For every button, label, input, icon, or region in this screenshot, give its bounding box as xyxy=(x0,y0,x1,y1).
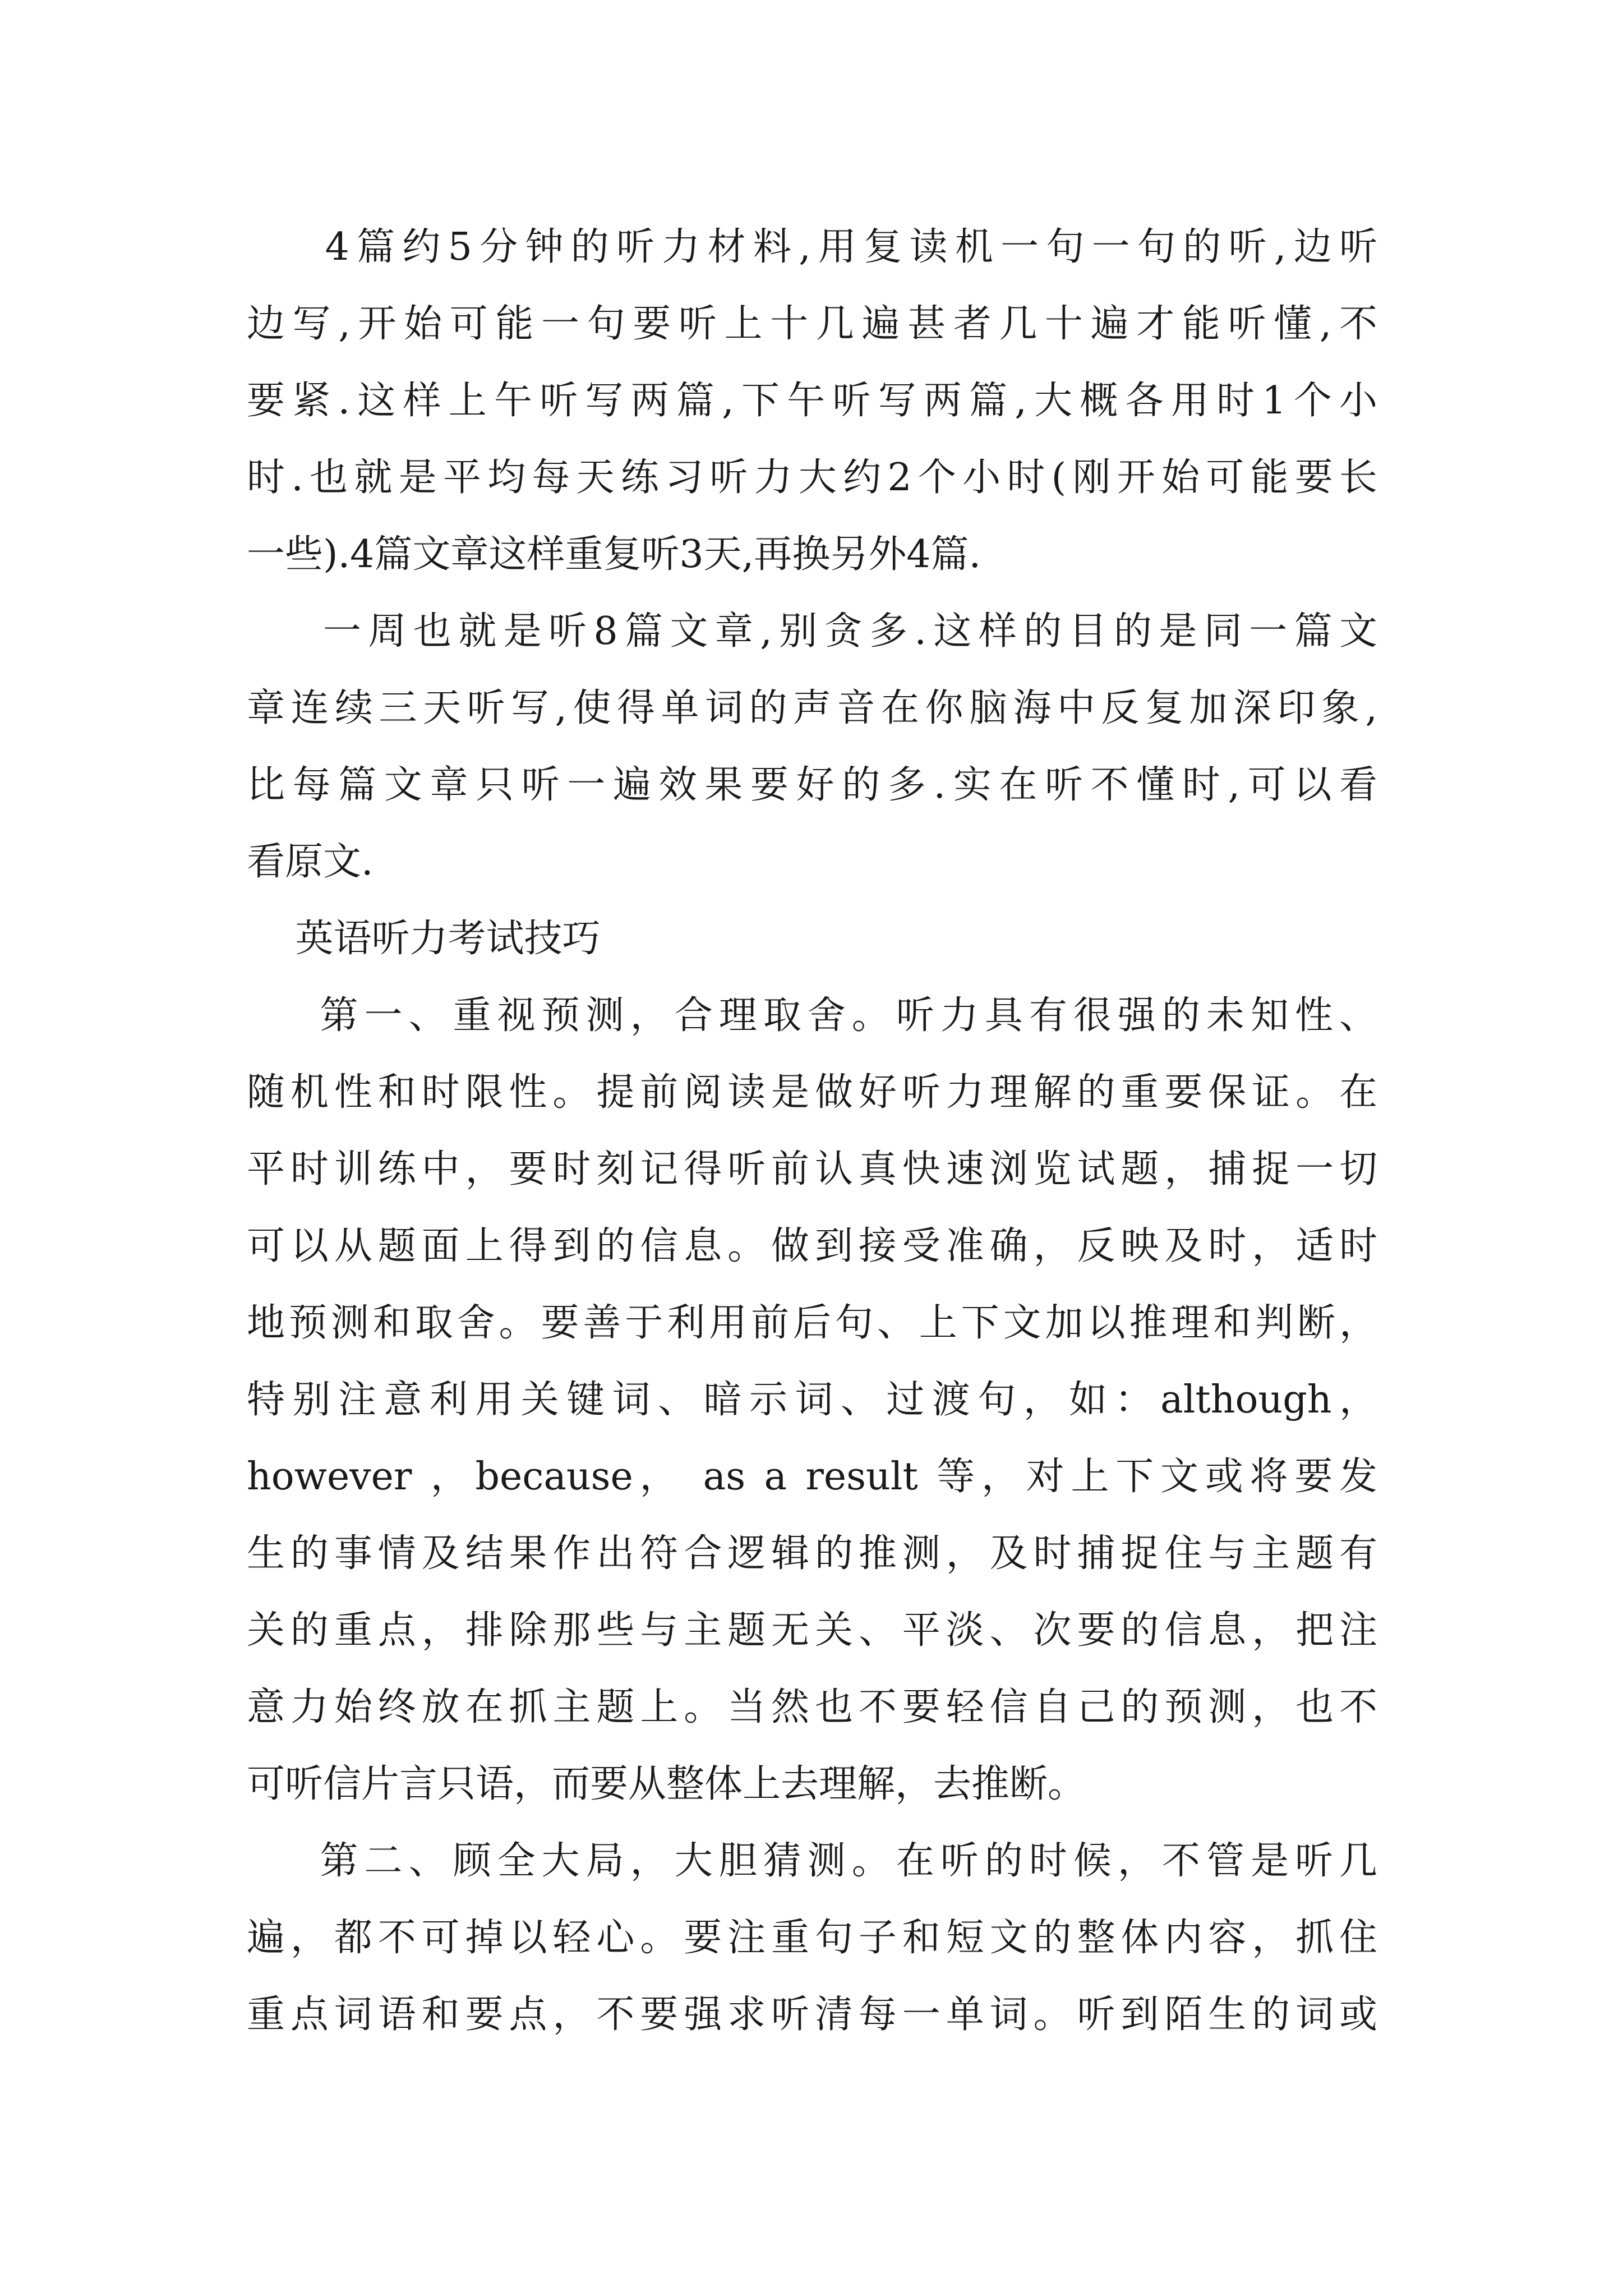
text-line: 一些).4篇文章这样重复听3天,再换另外4篇. xyxy=(247,532,981,577)
text-line: 意力始终放在抓主题上。当然也不要轻信自己的预测，也不 xyxy=(247,1685,1377,1729)
heading-text: 英语听力考试技巧 xyxy=(247,917,601,961)
text-line: 时.也就是平均每天练习听力大约2个小时(刚开始可能要长 xyxy=(247,455,1377,500)
text-line: 地预测和取舍。要善于利用前后句、上下文加以推理和判断， xyxy=(247,1301,1377,1345)
text-line: 章连续三天听写,使得单词的声音在你脑海中反复加深印象, xyxy=(247,686,1377,730)
text-line: 一周也就是听8篇文章,别贪多.这样的目的是同一篇文 xyxy=(247,609,1377,654)
text-line: 可听信片言只语，而要从整体上去理解，去推断。 xyxy=(247,1762,1086,1806)
text-line: 边写,开始可能一句要听上十几遍甚者几十遍才能听懂,不 xyxy=(247,302,1377,346)
paragraph-3 xyxy=(247,977,1377,1823)
text-line: 4篇约5分钟的听力材料,用复读机一句一句的听,边听 xyxy=(247,225,1377,269)
paragraph-4 xyxy=(247,1823,1377,2053)
text-line: 第二、顾全大局，大胆猜测。在听的时候，不管是听几 xyxy=(247,1839,1377,1883)
text-line: 关的重点，排除那些与主题无关、平淡、次要的信息，把注 xyxy=(247,1608,1377,1653)
text-line: 看原文. xyxy=(247,840,374,884)
text-line: 比每篇文章只听一遍效果要好的多.实在听不懂时,可以看 xyxy=(247,763,1377,807)
text-line: 要紧.这样上午听写两篇,下午听写两篇,大概各用时1个小 xyxy=(247,379,1377,423)
text-line: 随机性和时限性。提前阅读是做好听力理解的重要保证。在 xyxy=(247,1070,1377,1115)
text-line: 第一、重视预测，合理取舍。听力具有很强的未知性、 xyxy=(247,993,1377,1038)
text-line: 遍，都不可掉以轻心。要注重句子和短文的整体内容，抓住 xyxy=(247,1916,1377,1960)
paragraph-1 xyxy=(247,209,1377,593)
text-line: 特别注意利用关键词、暗示词、过渡句，如：although， xyxy=(247,1378,1377,1422)
text-line: 重点词语和要点，不要强求听清每一单词。听到陌生的词或 xyxy=(247,1993,1377,2037)
text-line: however ，because， as a result 等，对上下文或将要发 xyxy=(247,1455,1377,1499)
text-line: 平时训练中，要时刻记得听前认真快速浏览试题，捕捉一切 xyxy=(247,1147,1377,1191)
text-line: 生的事情及结果作出符合逻辑的推测，及时捕捉住与主题有 xyxy=(247,1531,1377,1576)
paragraph-2 xyxy=(247,593,1377,900)
text-line: 可以从题面上得到的信息。做到接受准确，反映及时，适时 xyxy=(247,1224,1377,1268)
section-heading xyxy=(247,900,1377,977)
